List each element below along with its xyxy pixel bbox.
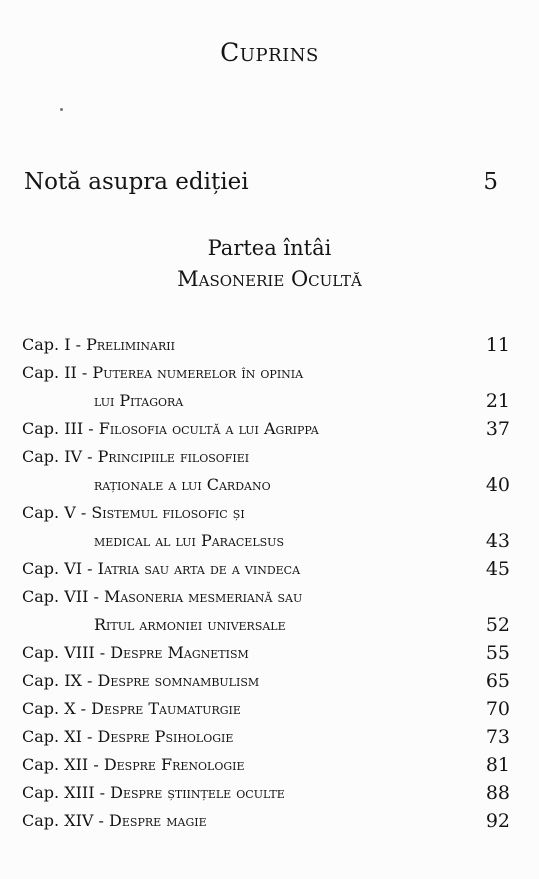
- toc-entry-heading: [22, 415, 319, 443]
- chapter-title: Filosofia ocultă a lui Agrippa: [98, 419, 319, 438]
- toc-entry[interactable]: [22, 751, 510, 779]
- toc-entry-heading: [22, 779, 285, 807]
- chapter-number: Cap. IV -: [22, 447, 98, 466]
- toc-entry-heading: [22, 499, 245, 527]
- toc-entry[interactable]: [22, 555, 510, 583]
- toc-entry[interactable]: [22, 779, 510, 807]
- chapter-title: Puterea numerelor în opinia: [92, 363, 304, 382]
- chapter-page: 43: [485, 530, 510, 552]
- chapter-number: Cap. I -: [22, 335, 87, 354]
- chapter-number: Cap. XIV -: [22, 811, 110, 830]
- chapter-page: 81: [485, 754, 510, 776]
- chapter-title: Principiile filosofiei: [97, 447, 250, 466]
- chapter-title: Despre Taumaturgie: [91, 699, 241, 718]
- chapter-title-continued: Ritul armoniei universale: [94, 615, 286, 634]
- chapter-title: Despre somnambulism: [97, 671, 260, 690]
- toc-entry-heading: [22, 443, 249, 471]
- chapter-page: 73: [485, 726, 510, 748]
- chapter-title-continued: lui Pitagora: [94, 391, 184, 410]
- chapter-title-continued: raționale a lui Cardano: [94, 475, 271, 494]
- table-of-contents: [22, 331, 510, 835]
- part-label: Partea întâi: [207, 236, 332, 260]
- chapter-page: 45: [485, 558, 510, 580]
- chapter-page: 70: [485, 698, 510, 720]
- intro-entry-title: Notă asupra ediției: [24, 169, 249, 195]
- chapter-title: Despre Psihologie: [97, 727, 234, 746]
- toc-entry-heading: [22, 667, 259, 695]
- chapter-number: Cap. VII -: [22, 587, 104, 606]
- toc-entry[interactable]: [22, 667, 510, 695]
- toc-entry-continuation[interactable]: [22, 471, 510, 499]
- toc-entry[interactable]: [22, 639, 510, 667]
- toc-entry-continuation[interactable]: [22, 387, 510, 415]
- toc-entry[interactable]: [22, 443, 510, 471]
- toc-entry-heading: [22, 583, 302, 611]
- toc-entry-heading: [22, 723, 233, 751]
- chapter-number: Cap. XII -: [22, 755, 104, 774]
- chapter-title-continued: medical al lui Paracelsus: [94, 531, 284, 550]
- page-title: Cuprins: [220, 38, 319, 67]
- toc-entry-heading: [22, 555, 300, 583]
- print-speck: [60, 108, 63, 111]
- toc-entry[interactable]: [22, 723, 510, 751]
- chapter-page: 40: [485, 474, 510, 496]
- intro-entry[interactable]: [24, 169, 498, 195]
- chapter-title: Preliminarii: [86, 335, 175, 354]
- chapter-number: Cap. IX -: [22, 671, 98, 690]
- chapter-page: 37: [485, 418, 510, 440]
- intro-entry-page: 5: [483, 169, 498, 195]
- toc-entry[interactable]: [22, 807, 510, 835]
- chapter-title: Despre științele oculte: [110, 783, 285, 802]
- chapter-number: Cap. X -: [22, 699, 92, 718]
- chapter-title: Despre magie: [109, 811, 207, 830]
- chapter-number: Cap. V -: [22, 503, 92, 522]
- toc-entry[interactable]: [22, 695, 510, 723]
- chapter-page: 65: [485, 670, 510, 692]
- toc-entry-continuation[interactable]: [22, 527, 510, 555]
- toc-entry-heading: [22, 751, 245, 779]
- chapter-title: Despre Frenologie: [103, 755, 245, 774]
- chapter-page: 21: [485, 390, 510, 412]
- chapter-number: Cap. VIII -: [22, 643, 111, 662]
- toc-entry[interactable]: [22, 583, 510, 611]
- chapter-page: 55: [485, 642, 510, 664]
- chapter-page: 88: [485, 782, 510, 804]
- chapter-title: Masoneria mesmeriană sau: [103, 587, 303, 606]
- toc-entry[interactable]: [22, 359, 510, 387]
- chapter-number: Cap. XIII -: [22, 783, 111, 802]
- toc-entry-heading: [22, 331, 175, 359]
- chapter-number: Cap. III -: [22, 419, 99, 438]
- chapter-page: 11: [485, 334, 510, 356]
- toc-entry[interactable]: [22, 499, 510, 527]
- chapter-title: Iatria sau arta de a vindeca: [97, 559, 301, 578]
- chapter-number: Cap. VI -: [22, 559, 98, 578]
- toc-entry-heading: [22, 695, 241, 723]
- chapter-number: Cap. XI -: [22, 727, 98, 746]
- toc-entry-continuation[interactable]: [22, 611, 510, 639]
- toc-entry-heading: [22, 807, 207, 835]
- toc-entry-heading: [22, 359, 303, 387]
- chapter-title: Despre Magnetism: [110, 643, 249, 662]
- chapter-number: Cap. II -: [22, 363, 93, 382]
- toc-entry[interactable]: [22, 331, 510, 359]
- toc-entry[interactable]: [22, 415, 510, 443]
- chapter-page: 52: [485, 614, 510, 636]
- chapter-page: 92: [485, 810, 510, 832]
- toc-entry-heading: [22, 639, 249, 667]
- part-title: Masonerie Ocultă: [177, 267, 362, 291]
- chapter-title: Sistemul filosofic și: [91, 503, 245, 522]
